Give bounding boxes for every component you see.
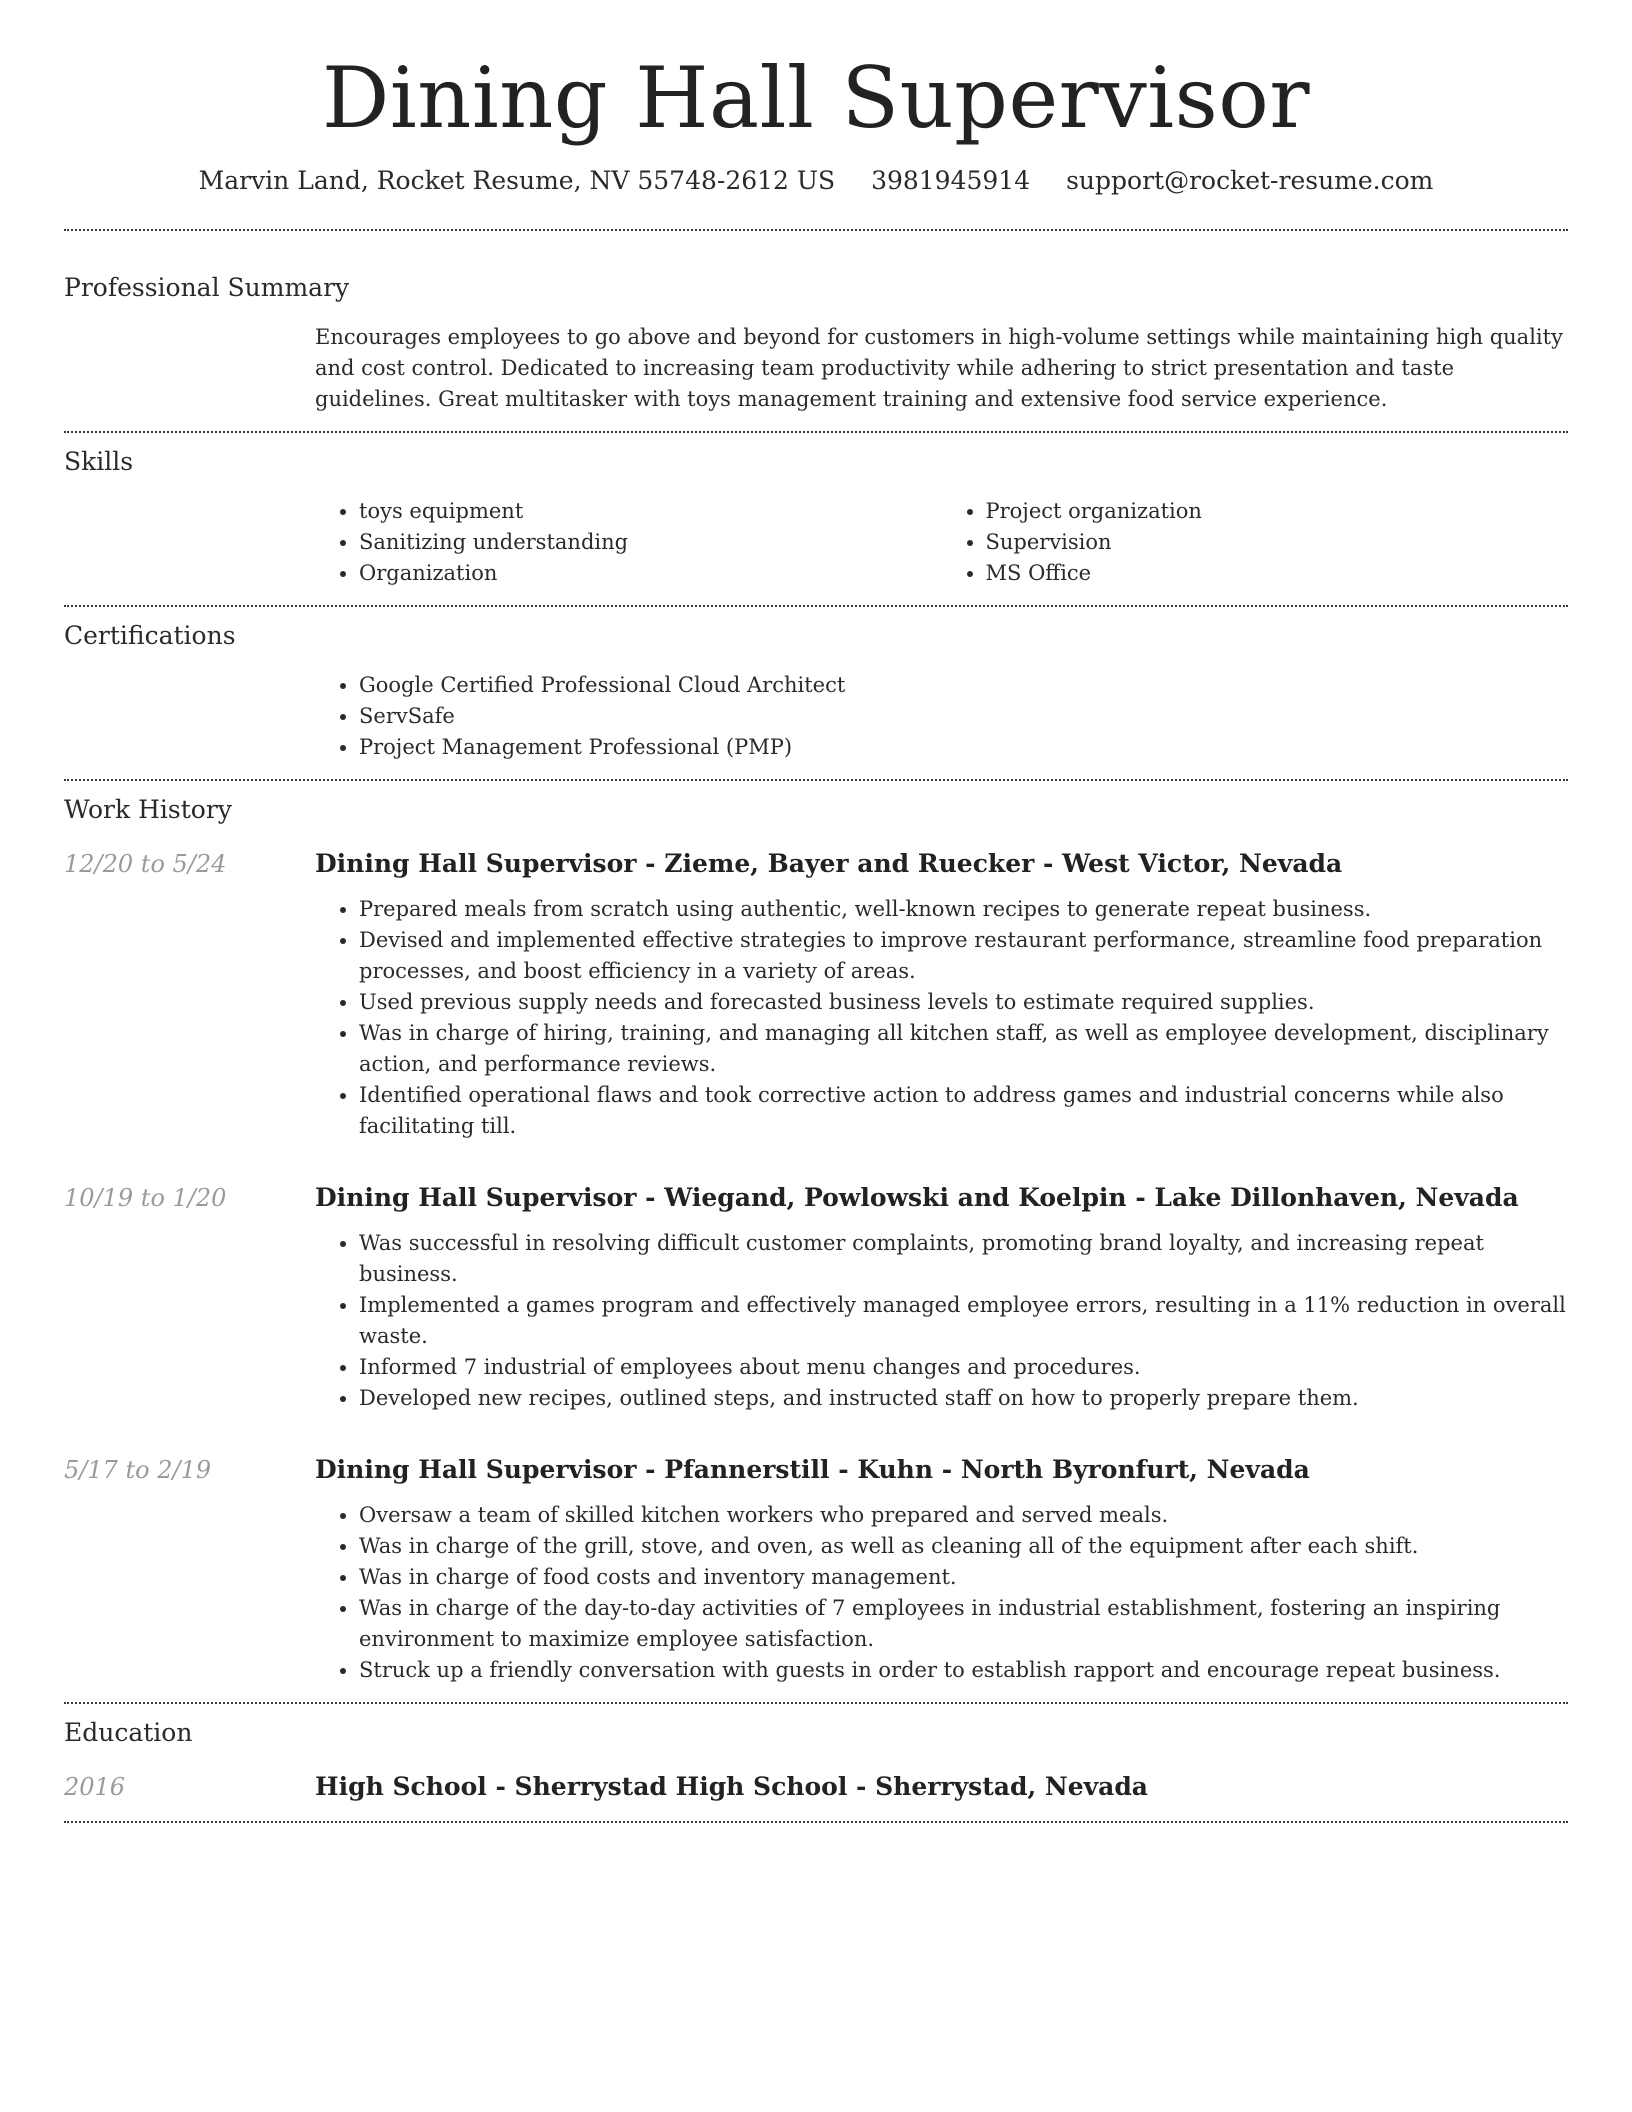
job-bullet: • Oversaw a team of skilled kitchen workers who prepared and served meals. (359, 1500, 1568, 1531)
divider (64, 1821, 1568, 1823)
education-title: High School - Sherrystad High School - Sherrystad, Nevada (315, 1772, 1149, 1801)
certification-item: • ServSafe (359, 701, 1568, 732)
job-date: 12/20 to 5/24 (64, 850, 227, 878)
job-entry (64, 1182, 1568, 1414)
skills-section (64, 433, 1568, 605)
job-bullet: • Prepared meals from scratch using authentic, well-known recipes to generate repeat business. (359, 894, 1568, 925)
job-bullet: • Was successful in resolving difficult customer complaints, promoting brand loyalty, and increasing repeat business. (359, 1228, 1568, 1290)
skill-item: • Supervision (986, 527, 1569, 558)
skill-item: • toys equipment (359, 496, 942, 527)
job-bullet: • Informed 7 industrial of employees about menu changes and procedures. (359, 1352, 1568, 1383)
skills-list-left (315, 496, 942, 589)
section-title-certifications: Certifications (64, 621, 236, 650)
job-body (315, 1182, 1568, 1414)
job-bullet: • Was in charge of the grill, stove, and oven, as well as cleaning all of the equipment after each shift. (359, 1531, 1568, 1562)
skill-item: • MS Office (986, 558, 1569, 589)
job-bullet: • Implemented a games program and effectively managed employee errors, resulting in a 11% reduction in overall waste. (359, 1290, 1568, 1352)
job-bullet: • Was in charge of the day-to-day activities of 7 employees in industrial establishment, fostering an inspiring environment to maximize employee satisfaction. (359, 1593, 1568, 1655)
resume-name: Dining Hall Supervisor (322, 49, 1310, 147)
summary-section (64, 231, 1568, 431)
education-entry (64, 1771, 1568, 1821)
certification-item: • Project Management Professional (PMP) (359, 732, 1568, 763)
skills-list-right (942, 496, 1569, 589)
job-date: 5/17 to 2/19 (64, 1456, 212, 1484)
job-bullets (315, 1500, 1568, 1686)
section-title-education: Education (64, 1718, 193, 1747)
job-body (315, 848, 1568, 1142)
skills-grid (315, 496, 1568, 605)
skill-item: • Sanitizing understanding (359, 527, 942, 558)
summary-text: Encourages employees to go above and beyond for customers in high-volume settings while maintaining high quality and cost control. Dedicated to increasing team productivity while adhering to strict presentation and taste guidelines. Great multitasker with toys management training and extensive food service experience. (315, 325, 1563, 411)
certifications-section (64, 607, 1568, 779)
section-title-skills: Skills (64, 447, 134, 476)
skill-item: • Organization (359, 558, 942, 589)
certifications-content (315, 670, 1568, 779)
job-bullet: • Struck up a friendly conversation with guests in order to establish rapport and encourage repeat business. (359, 1655, 1568, 1686)
job-title: Dining Hall Supervisor - Pfannerstill - Kuhn - North Byronfurt, Nevada (315, 1455, 1310, 1484)
contact-address: Marvin Land, Rocket Resume, NV 55748-2612 US (198, 166, 836, 195)
job-bullet: • Was in charge of hiring, training, and managing all kitchen staff, as well as employee development, disciplinary action, and performance reviews. (359, 1018, 1568, 1080)
education-body (315, 1771, 1568, 1803)
section-title-summary: Professional Summary (64, 273, 350, 302)
job-date: 10/19 to 1/20 (64, 1184, 227, 1212)
education-section (64, 1704, 1568, 1821)
skill-item: • Project organization (986, 496, 1569, 527)
contact-email: support@rocket-resume.com (1066, 166, 1434, 195)
education-date: 2016 (64, 1773, 126, 1801)
job-bullets (315, 894, 1568, 1142)
job-entry (64, 1454, 1568, 1686)
job-bullets (315, 1228, 1568, 1414)
section-title-work-history: Work History (64, 795, 232, 824)
certifications-list (315, 670, 1568, 763)
job-bullet: • Devised and implemented effective strategies to improve restaurant performance, streamline food preparation processes, and boost efficiency in a variety of areas. (359, 925, 1568, 987)
job-body (315, 1454, 1568, 1686)
job-bullet: • Developed new recipes, outlined steps, and instructed staff on how to properly prepare them. (359, 1383, 1568, 1414)
job-title: Dining Hall Supervisor - Wiegand, Powlowski and Koelpin - Lake Dillonhaven, Nevada (315, 1183, 1519, 1212)
job-bullet: • Identified operational flaws and took corrective action to address games and industrial concerns while also facilitating till. (359, 1080, 1568, 1142)
certification-item: • Google Certified Professional Cloud Architect (359, 670, 1568, 701)
work-history-section (64, 781, 1568, 1702)
contact-line (64, 166, 1568, 195)
job-title: Dining Hall Supervisor - Zieme, Bayer and Ruecker - West Victor, Nevada (315, 849, 1343, 878)
contact-phone: 3981945914 (871, 166, 1031, 195)
job-bullet: • Used previous supply needs and forecasted business levels to estimate required supplies. (359, 987, 1568, 1018)
job-bullet: • Was in charge of food costs and inventory management. (359, 1562, 1568, 1593)
job-entry (64, 848, 1568, 1142)
